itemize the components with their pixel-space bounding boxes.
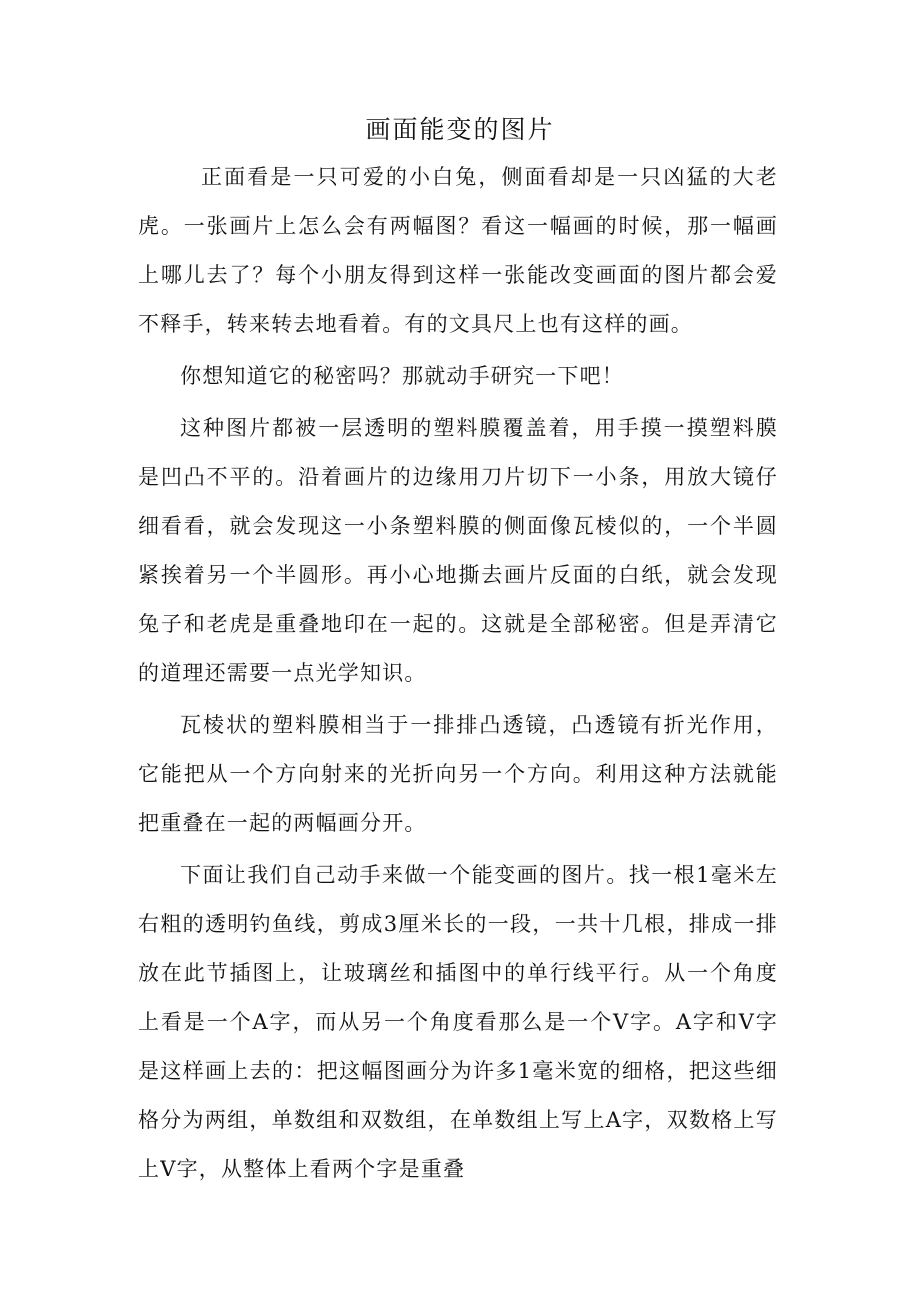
paragraph-4: 瓦棱状的塑料膜相当于一排排凸透镜，凸透镜有折光作用，它能把从一个方向射来的光折向另一个方向。利用这种方法就能把重叠在一起的两幅画分开。 <box>138 713 778 835</box>
paragraph-5: 下面让我们自己动手来做一个能变画的图片。找一根1毫米左右粗的透明钓鱼线，剪成3厘米长的一段，一共十几根，排成一排放在此节插图上，让玻璃丝和插图中的单行线平行。从一个角度上看是一个A字，而从另一个角度看那么是一个V字。A字和V字是这样画上去的：把这幅图画分为许多1毫米宽的细格，把这些细格分为两组，单数组和双数组，在单数组上写上A字，双数格上写上V字，从整体上看两个字是重叠 <box>138 863 778 1181</box>
document-title: 画面能变的图片 <box>365 115 555 144</box>
paragraph-1: 正面看是一只可爱的小白兔，侧面看却是一只凶猛的大老虎。一张画片上怎么会有两幅图？看这一幅画的时候，那一幅画上哪儿去了？每个小朋友得到这样一张能改变画面的图片都会爱不释手，转来转去地看着。有的文具尺上也有这样的画。 <box>138 165 778 336</box>
paragraph-2: 你想知道它的秘密吗？那就动手研究一下吧！ <box>180 364 624 388</box>
document-body <box>138 153 778 1194</box>
paragraph-3: 这种图片都被一层透明的塑料膜覆盖着，用手摸一摸塑料膜是凹凸不平的。沿着画片的边缘用刀片切下一小条，用放大镜仔细看看，就会发现这一小条塑料膜的侧面像瓦棱似的，一个半圆紧挨着另一个半圆形。再小心地撕去画片反面的白纸，就会发现兔子和老虎是重叠地印在一起的。这就是全部秘密。但是弄清它的道理还需要一点光学知识。 <box>138 416 778 685</box>
